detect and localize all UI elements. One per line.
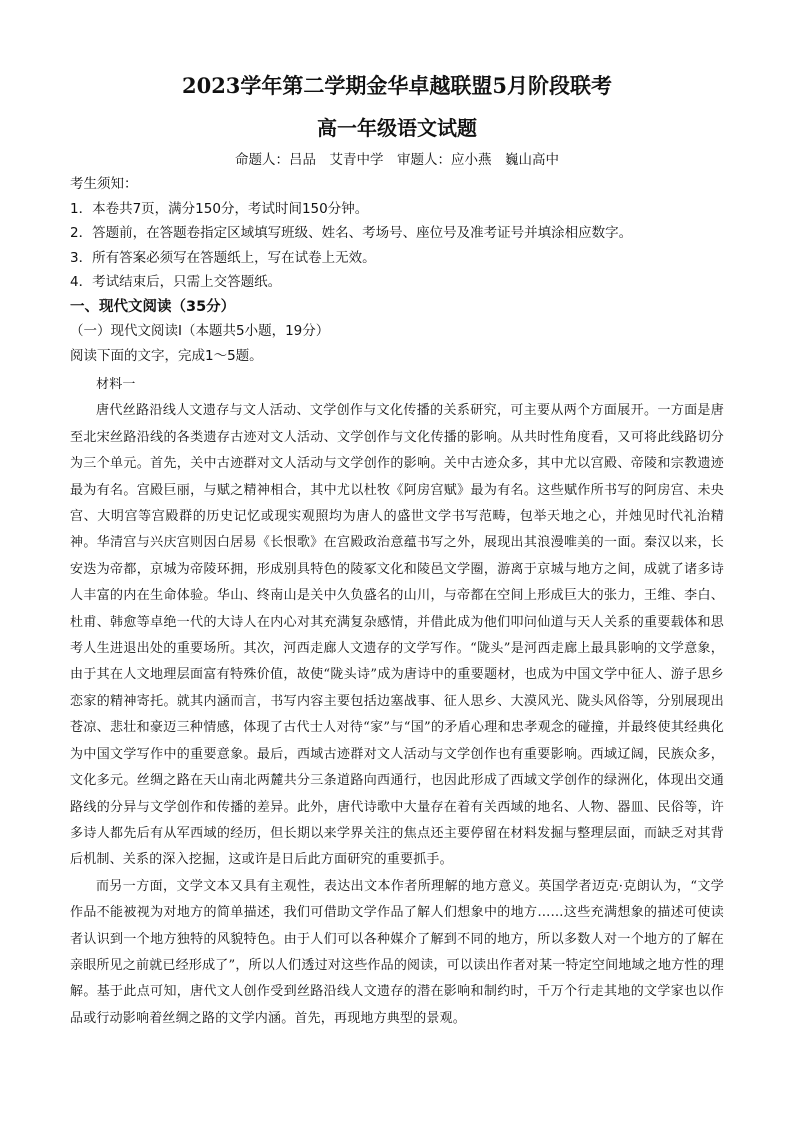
- instruction-item-3: 3．所有答案必须写在答题纸上，写在试卷上无效。: [70, 249, 376, 266]
- section-sub-heading: （一）现代文阅读Ⅰ（本题共5小题，19分）: [70, 323, 330, 339]
- instruction-item-2: 2．答题前，在答题卷指定区域填写班级、姓名、考场号、座位号及准考证号并填涂相应数字。: [70, 225, 633, 241]
- exam-instructions: [70, 172, 730, 368]
- instruction-item-4: 4．考试结束后，只需上交答题纸。: [70, 274, 282, 290]
- exam-authors: 命题人：吕品 艾青中学 审题人：应小燕 巍山高中: [235, 152, 559, 168]
- instructions-heading: 考生须知：: [70, 176, 138, 192]
- exam-title: 2023学年第二学期金华卓越联盟5月阶段联考: [181, 73, 613, 98]
- passage-paragraph-1: 唐代丝路沿线人文遗存与文人活动、文学创作与文化传播的关系研究，可主要从两个方面展开。一方面是唐至北宋丝路沿线的各类遗存古迹对文人活动、文学创作与文化传播的影响。从共时性角度看，又可将此线路切分为三个单元。首先，关中古迹群对文人活动与文学创作的影响。关中古迹众多，其中尤以宫殿、帝陵和宗教遗迹最为有名。宫殿巨丽，与赋之精神相合，其中尤以杜牧《阿房宫赋》最为有名。这些赋作所书写的阿房宫、未央宫、大明宫等宫殿群的历史记忆或现实观照均为唐人的盛世文学书写范畴，包举天地之心，并烛见时代礼治精神。华清宫与兴庆宫则因白居易《长恨歌》在宫殿政治意蕴书写之外，展现出其浪漫唯美的一面。秦汉以来，长安迭为帝都，京城为帝陵环拥，形成别具特色的陵冢文化和陵邑文学圈，游离于京城与地方之间，成就了诸多诗人丰富的内在生命体验。华山、终南山是关中久负盛名的山川，与帝都在空间上形成巨大的张力，王维、李白、杜甫、韩愈等卓绝一代的大诗人在内心对其充满复杂感情，并借此成为他们叩问仙道与天人关系的重要载体和思考人生进退出处的重要场所。其次，河西走廊人文遗存的文学写作。“陇头”是河西走廊上最具影响的文学意象，由于其在人文地理层面富有特殊价值，故使“陇头诗”成为唐诗中的重要题材，也成为中国文学中征人、游子思乡恋家的精神寄托。就其内涵而言，书写内容主要包括边塞战事、征人思乡、大漠风光、陇头风俗等，分别展现出苍凉、悲壮和豪迈三种情感，体现了古代士人对待“家”与“国”的矛盾心理和忠孝观念的碰撞，并最终使其经典化为中国文学写作中的重要意象。最后，西域古迹群对文人活动与文学创作也有重要影响。西域辽阔，民族众多，文化多元。丝绸之路在天山南北两麓共分三条道路向西通行，也因此形成了西域文学创作的绿洲化，体现出交通路线的分异与文学创作和传播的差异。此外，唐代诗歌中大量存在着有关西域的地名、人物、器皿、民俗等，许多诗人都先后有从军西域的经历，但长期以来学界关注的焦点还主要停留在材料发掘与整理层面，而缺乏对其背后机制、关系的深入挖掘，这或许是日后此方面研究的重要抓手。: [70, 403, 724, 868]
- reading-prompt: 阅读下面的文字，完成1～5题。: [70, 347, 263, 364]
- reading-passage: [70, 372, 724, 1032]
- instruction-item-1: 1．本卷共7页，满分150分，考试时间150分钟。: [70, 200, 369, 217]
- exam-subtitle: 高一年级语文试题: [317, 116, 477, 140]
- material-label: 材料一: [96, 377, 136, 392]
- passage-paragraph-2: 而另一方面，文学文本又具有主观性，表达出文本作者所理解的地方意义。英国学者迈克·克朗认为，“文学作品不能被视为对地方的简单描述，我们可借助文学作品了解人们想象中的地方……这些充满想象的描述可使读者认识到一个地方独特的风貌特色。由于人们可以各种媒介了解到不同的地方，所以多数人对一个地方的了解在亲眼所见之前就已经形成了”，所以人们透过对这些作品的阅读，可以读出作者对某一特定空间地域之地方性的理解。基于此点可知，唐代文人创作受到丝路沿线人文遗存的潜在影响和制约时，千万个行走其地的文学家也以作品或行动影响着丝绸之路的文学内涵。首先，再现地方典型的景观。: [70, 878, 724, 1026]
- section-heading: 一、现代文阅读（35分）: [70, 298, 236, 315]
